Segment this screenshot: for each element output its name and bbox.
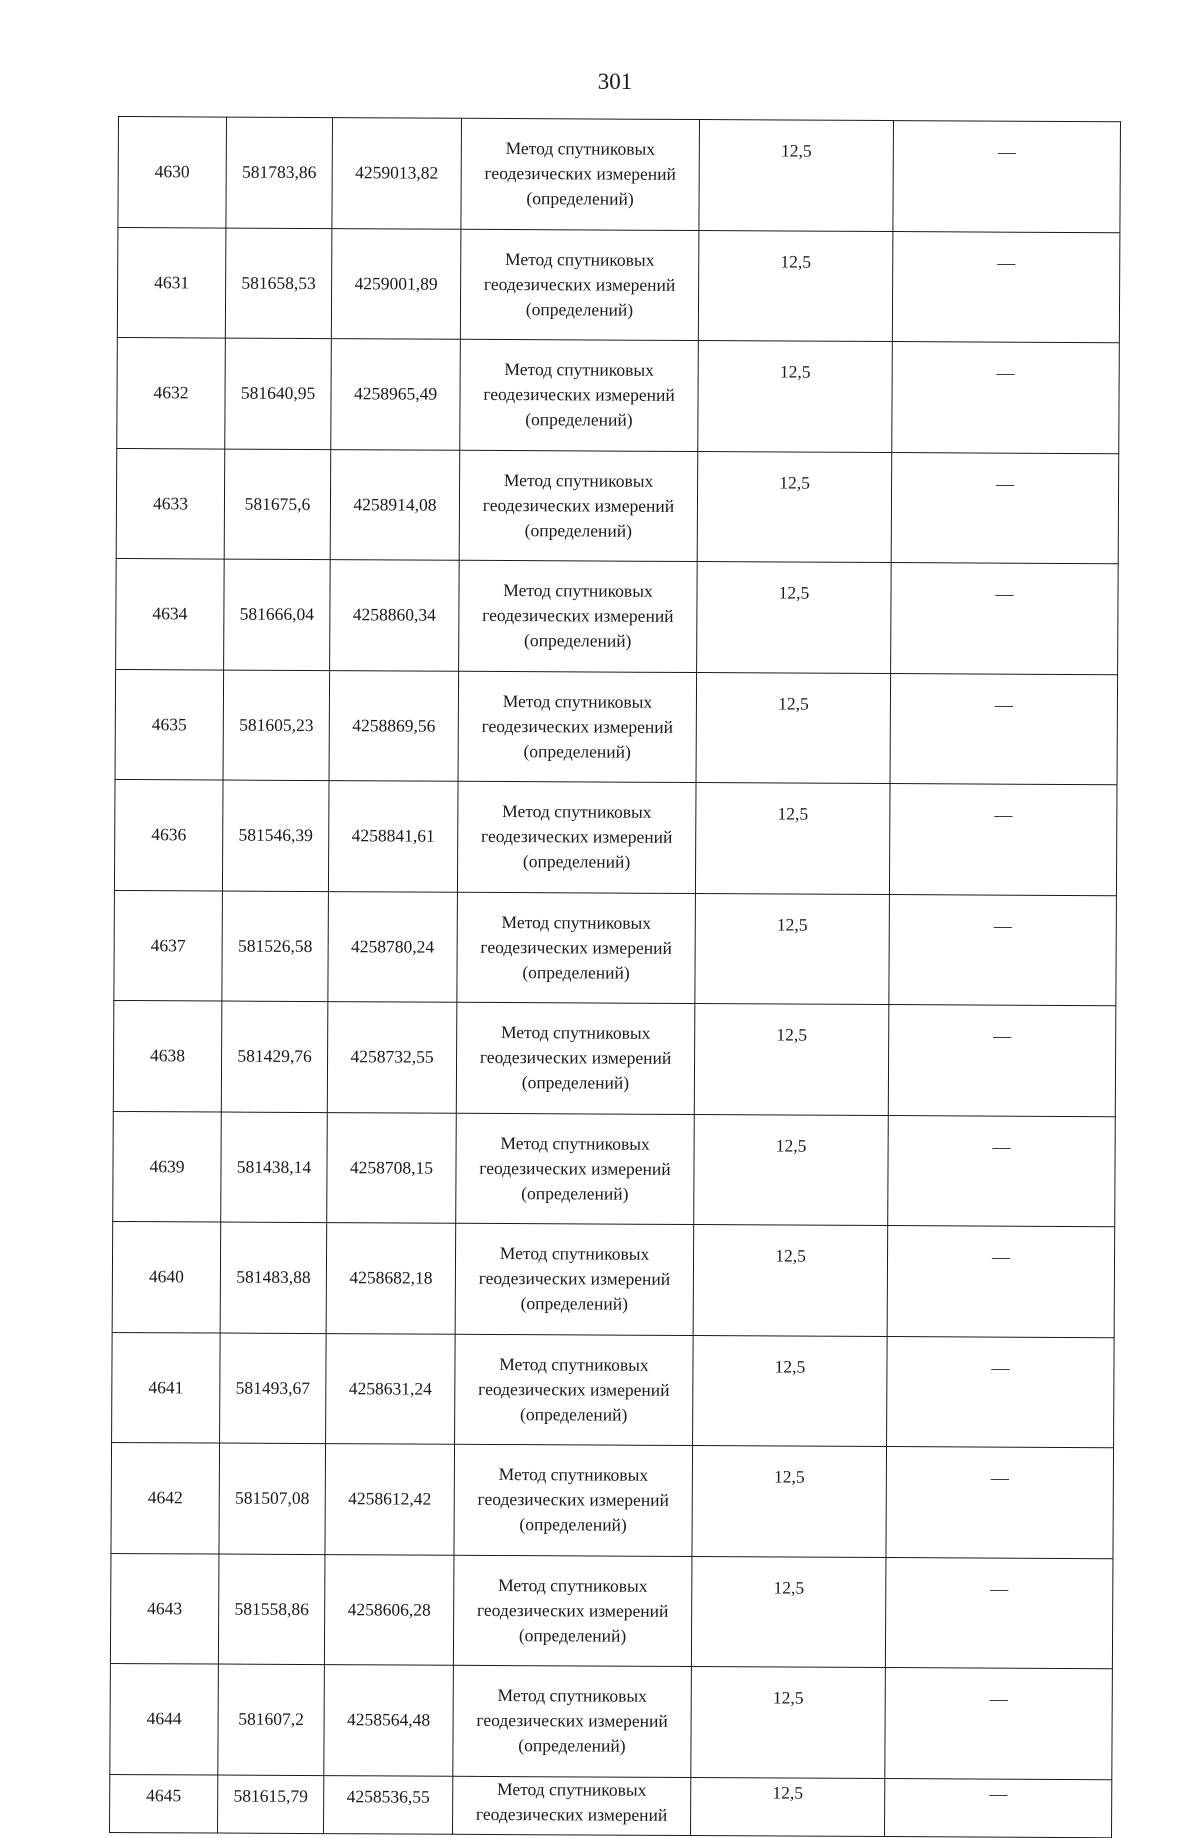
point-number-cell: 4639 [113, 1111, 222, 1222]
method-line: геодезических измерений [475, 1803, 668, 1825]
method-cell [454, 1444, 693, 1556]
table-row [113, 1000, 1116, 1116]
method-line: геодезических измерений [476, 1710, 668, 1732]
accuracy-cell: 12,5 [697, 451, 892, 563]
accuracy-cell: 12,5 [693, 1335, 888, 1447]
accuracy-cell: 12,5 [699, 120, 894, 232]
y-coordinate-cell: 4258869,56 [329, 670, 459, 781]
method-line: Метод спутниковых [500, 1132, 650, 1154]
table-row [110, 1774, 1112, 1837]
dash-mark: — [990, 1578, 1009, 1599]
method-line: геодезических измерений [476, 1599, 669, 1621]
y-coordinate-cell: 4258860,34 [330, 560, 460, 671]
x-coordinate-cell: 581558,86 [218, 1554, 325, 1665]
method-line: геодезических измерений [484, 163, 676, 185]
note-cell [892, 231, 1120, 343]
accuracy-cell: 12,5 [697, 562, 892, 674]
point-number-cell: 4635 [115, 669, 224, 780]
accuracy-cell: 12,5 [698, 341, 893, 453]
table-row [110, 1553, 1113, 1669]
method-line: Метод спутниковых [501, 911, 652, 933]
point-number-cell: 4633 [116, 448, 225, 559]
note-cell [891, 452, 1119, 564]
table-row [117, 337, 1120, 453]
x-coordinate-cell: 581429,76 [221, 1001, 328, 1112]
method-line: геодезических измерений [483, 384, 675, 406]
point-number-cell: 4641 [112, 1332, 221, 1443]
note-cell [887, 1336, 1115, 1448]
method-line: Метод спутниковых [502, 801, 652, 823]
method-cell [458, 671, 697, 783]
method-line: (определений) [521, 1182, 629, 1204]
method-line: геодезических измерений [482, 605, 674, 627]
method-cell [461, 118, 700, 230]
note-cell [891, 563, 1119, 675]
accuracy-cell: 12,5 [696, 672, 891, 784]
dash-mark: — [993, 915, 1012, 936]
y-coordinate-cell: 4258564,48 [324, 1665, 454, 1776]
note-cell [890, 673, 1118, 785]
point-number-cell: 4636 [114, 779, 223, 890]
coordinates-table-body [110, 117, 1121, 1838]
method-cell [455, 1334, 694, 1446]
accuracy-cell: 12,5 [691, 1556, 886, 1668]
method-cell [459, 560, 698, 672]
point-number-cell: 4634 [116, 558, 225, 669]
x-coordinate-cell: 581615,79 [218, 1775, 324, 1834]
dash-mark: — [994, 694, 1013, 715]
note-cell [889, 894, 1117, 1006]
method-line: Метод спутниковых [499, 1353, 649, 1375]
method-line: геодезических измерений [478, 1268, 671, 1290]
dash-mark: — [996, 473, 1015, 494]
y-coordinate-cell: 4258780,24 [328, 891, 458, 1002]
x-coordinate-cell: 581783,86 [226, 117, 333, 228]
x-coordinate-cell: 581666,04 [224, 559, 331, 670]
method-line: Метод спутниковых [498, 1574, 648, 1596]
x-coordinate-cell: 581493,67 [220, 1333, 327, 1444]
page-number: 301 [597, 69, 633, 94]
method-line: геодезических измерений [482, 494, 675, 516]
y-coordinate-cell: 4258631,24 [326, 1333, 456, 1444]
x-coordinate-cell: 581546,39 [222, 780, 329, 891]
method-line: (определений) [522, 851, 631, 872]
method-line: (определений) [526, 188, 634, 209]
method-cell [457, 892, 696, 1004]
y-coordinate-cell: 4258606,28 [324, 1554, 454, 1665]
x-coordinate-cell: 581483,88 [220, 1222, 327, 1333]
note-cell [887, 1226, 1115, 1338]
method-line: геодезических измерений [479, 1047, 672, 1069]
y-coordinate-cell: 4259013,82 [332, 118, 462, 229]
x-coordinate-cell: 581658,53 [225, 228, 332, 339]
method-cell [453, 1776, 691, 1835]
method-line: геодезических измерений [480, 936, 672, 958]
point-number-cell: 4630 [118, 117, 227, 228]
method-line: Метод спутниковых [505, 138, 656, 160]
method-line: (определений) [522, 961, 630, 983]
method-line: Метод спутниковых [499, 1243, 650, 1265]
point-number-cell: 4640 [112, 1221, 221, 1332]
point-number-cell: 4631 [117, 227, 226, 338]
note-cell [888, 1115, 1116, 1227]
table-row [116, 558, 1119, 674]
method-line: Метод спутниковых [504, 359, 654, 381]
method-line: (определений) [518, 1735, 626, 1756]
method-line: (определений) [524, 630, 632, 651]
dash-mark: — [992, 1136, 1011, 1157]
table-row [113, 1111, 1116, 1227]
dash-mark: — [990, 1467, 1009, 1488]
x-coordinate-cell: 581640,95 [225, 338, 332, 449]
y-coordinate-cell: 4258914,08 [330, 449, 460, 560]
point-number-cell: 4632 [117, 337, 226, 448]
method-cell [460, 339, 699, 451]
table-row [118, 117, 1121, 233]
method-cell [456, 1002, 695, 1114]
x-coordinate-cell: 581607,2 [218, 1664, 325, 1775]
x-coordinate-cell: 581605,23 [223, 670, 330, 781]
x-coordinate-cell: 581507,08 [219, 1443, 326, 1554]
method-line: геодезических измерений [481, 715, 674, 737]
method-cell [457, 781, 696, 893]
accuracy-cell: 12,5 [695, 893, 890, 1005]
coordinates-table [109, 116, 1121, 1838]
x-coordinate-cell: 581438,14 [221, 1112, 328, 1223]
table-row [114, 890, 1117, 1006]
method-cell [453, 1665, 692, 1777]
y-coordinate-cell: 4258682,18 [326, 1223, 456, 1334]
table-row [112, 1221, 1115, 1337]
note-cell [892, 342, 1120, 454]
table-row [111, 1442, 1114, 1558]
dash-mark: — [989, 1688, 1008, 1709]
method-cell [459, 450, 698, 562]
table-row [112, 1332, 1115, 1448]
method-cell [460, 229, 699, 341]
method-line: Метод спутниковых [497, 1685, 648, 1707]
note-cell [893, 121, 1121, 233]
y-coordinate-cell: 4258536,55 [324, 1775, 453, 1834]
accuracy-cell: 12,5 [698, 230, 893, 342]
method-line: геодезических измерений [478, 1378, 670, 1400]
y-coordinate-cell: 4259001,89 [331, 228, 461, 339]
y-coordinate-cell: 4258732,55 [327, 1002, 457, 1113]
method-line: (определений) [523, 740, 631, 762]
dash-mark: — [997, 252, 1016, 273]
dash-mark: — [996, 362, 1015, 383]
dash-mark: — [991, 1357, 1010, 1378]
point-number-cell: 4643 [110, 1553, 219, 1664]
method-cell [453, 1555, 692, 1667]
accuracy-cell: 12,5 [694, 1114, 889, 1226]
x-coordinate-cell: 581675,6 [224, 449, 331, 560]
table-row [110, 1663, 1113, 1779]
note-cell [889, 784, 1117, 896]
method-line: Метод спутниковых [503, 469, 654, 491]
method-line: Метод спутниковых [504, 248, 655, 270]
accuracy-cell: 12,5 [692, 1446, 887, 1558]
method-line: геодезических измерений [483, 273, 676, 295]
dash-mark: — [989, 1783, 1008, 1804]
method-line: (определений) [519, 1403, 628, 1425]
method-line: (определений) [525, 298, 634, 320]
dash-mark: — [994, 804, 1013, 825]
method-line: геодезических измерений [477, 1489, 670, 1511]
y-coordinate-cell: 4258965,49 [331, 339, 461, 450]
accuracy-cell: 12,5 [694, 1004, 889, 1116]
y-coordinate-cell: 4258612,42 [325, 1444, 455, 1555]
dash-mark: — [997, 141, 1016, 162]
point-number-cell: 4645 [110, 1774, 218, 1833]
point-number-cell: 4637 [114, 890, 223, 1001]
note-cell [885, 1778, 1112, 1837]
method-line: (определений) [520, 1293, 628, 1314]
point-number-cell: 4642 [111, 1442, 220, 1553]
method-line: Метод спутниковых [502, 690, 653, 712]
method-line: геодезических измерений [480, 826, 673, 848]
method-line: (определений) [525, 409, 633, 430]
method-line: (определений) [521, 1072, 630, 1093]
table-row [117, 227, 1120, 343]
point-number-cell: 4638 [113, 1000, 222, 1111]
note-cell [886, 1447, 1114, 1559]
method-line: (определений) [524, 519, 633, 541]
note-cell [885, 1668, 1113, 1780]
method-cell [455, 1223, 694, 1335]
accuracy-cell: 12,5 [691, 1777, 885, 1836]
table-row [115, 669, 1118, 785]
dash-mark: — [995, 583, 1014, 604]
point-number-cell: 4644 [110, 1663, 219, 1774]
table-row [116, 448, 1119, 564]
method-line: Метод спутниковых [496, 1778, 647, 1800]
method-line: (определений) [518, 1624, 627, 1646]
coordinates-table-wrapper [111, 116, 1120, 1825]
accuracy-cell: 12,5 [695, 783, 890, 895]
method-line: Метод спутниковых [500, 1022, 651, 1044]
method-line: Метод спутниковых [503, 580, 653, 602]
note-cell [888, 1005, 1116, 1117]
accuracy-cell: 12,5 [693, 1225, 888, 1337]
y-coordinate-cell: 4258841,61 [328, 781, 458, 892]
dash-mark: — [993, 1025, 1012, 1046]
y-coordinate-cell: 4258708,15 [327, 1112, 457, 1223]
method-line: (определений) [519, 1514, 627, 1535]
table-row [114, 779, 1117, 895]
x-coordinate-cell: 581526,58 [222, 891, 329, 1002]
dash-mark: — [991, 1246, 1011, 1267]
method-cell [456, 1113, 695, 1225]
note-cell [885, 1557, 1113, 1669]
accuracy-cell: 12,5 [691, 1667, 886, 1779]
method-line: геодезических измерений [479, 1157, 671, 1179]
method-line: Метод спутниковых [498, 1464, 649, 1486]
